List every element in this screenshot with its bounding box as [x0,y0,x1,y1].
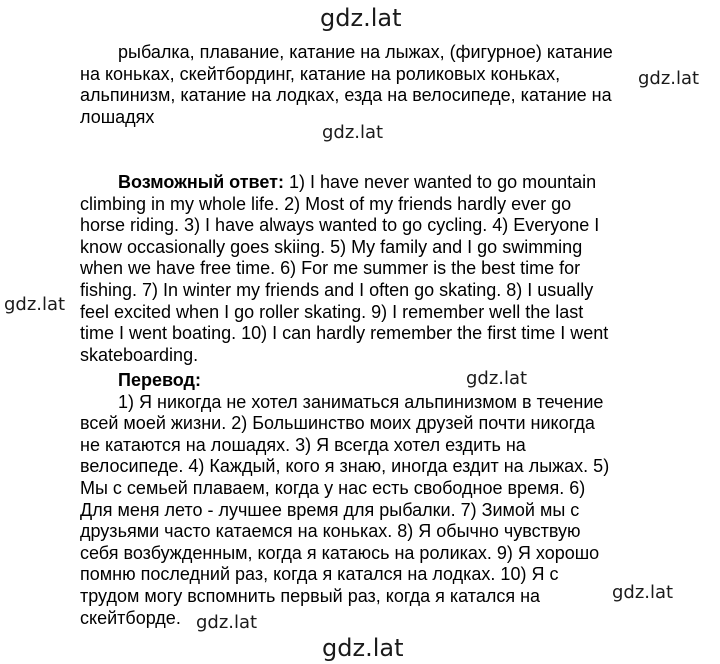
watermark-left: gdz.lat [4,294,66,315]
watermark-mid-1: gdz.lat [322,122,384,143]
translation-label-line [80,370,680,392]
translation-line: 1) Я никогда не хотел заниматься альпинизмом в течение [118,391,604,412]
answer-line: skateboarding. [80,344,199,365]
vocab-line: лошадях [80,106,155,127]
watermark-top: gdz.lat [320,4,402,32]
translation-line: помню последний раз, когда я катался на лодках. 10) Я с [80,564,559,585]
watermark-bottom-inline: gdz.lat [196,612,258,633]
answer-line: feel excited when I go roller skating. 9) I remember well the last [80,301,584,322]
translation-paragraph [80,370,680,629]
translation-line: всей моей жизни. 2) Большинство моих друзей почти никогда [80,413,595,434]
answer-line: climbing in my whole life. 2) Most of my friends hardly ever go [80,193,572,214]
answer-line: 1) I have never wanted to go mountain [283,172,597,192]
translation-line: друзьями часто катаемся на коньках. 8) Я обычно чувствую [80,521,581,542]
watermark-right-2: gdz.lat [612,582,674,603]
watermark-bottom: gdz.lat [322,634,404,662]
vocab-line: альпинизм, катание на лодках, езда на велосипеде, катание на [80,85,612,106]
translation-line: Мы с семьей плаваем, когда у нас есть свободное время. 6) [80,477,586,498]
answer-line: fishing. 7) In winter my friends and I often go skating. 8) I usually [80,279,594,300]
answer-label: Возможный ответ: [118,172,284,192]
vocab-line: рыбалка, плавание, катание на лыжах, (фигурное) катание [118,42,613,62]
answer-line: horse riding. 3) I have always wanted to go cycling. 4) Everyone I [80,215,600,236]
translation-line: скейтборде. [80,607,181,628]
vocab-line: на коньках, скейтбординг, катание на роликовых коньках, [80,63,561,84]
translation-line: Для меня лето - лучшее время для рыбалки. 7) Зимой мы с [80,499,580,520]
watermark-right-1: gdz.lat [638,68,700,89]
translation-line: не катаются на лошадях. 3) Я всегда хотел ездить на [80,434,526,455]
answer-paragraph [80,172,680,366]
translation-line: трудом могу вспомнить первый раз, когда я катался на [80,585,541,606]
answer-first-line [80,172,680,194]
answer-line: know occasionally goes skiing. 5) My family and I go swimming [80,236,583,257]
translation-label: Перевод: [118,370,201,390]
vocab-paragraph [80,42,680,128]
translation-line: велосипеде. 4) Каждый, кого я знаю, иногда ездит на лыжах. 5) [80,456,610,477]
watermark-mid-2: gdz.lat [466,368,528,389]
answer-line: when we have free time. 6) For me summer is the best time for [80,258,581,279]
answer-line: time I went boating. 10) I can hardly remember the first time I went [80,323,609,344]
translation-line: себя возбужденным, когда я катаюсь на роликах. 9) Я хорошо [80,542,600,563]
